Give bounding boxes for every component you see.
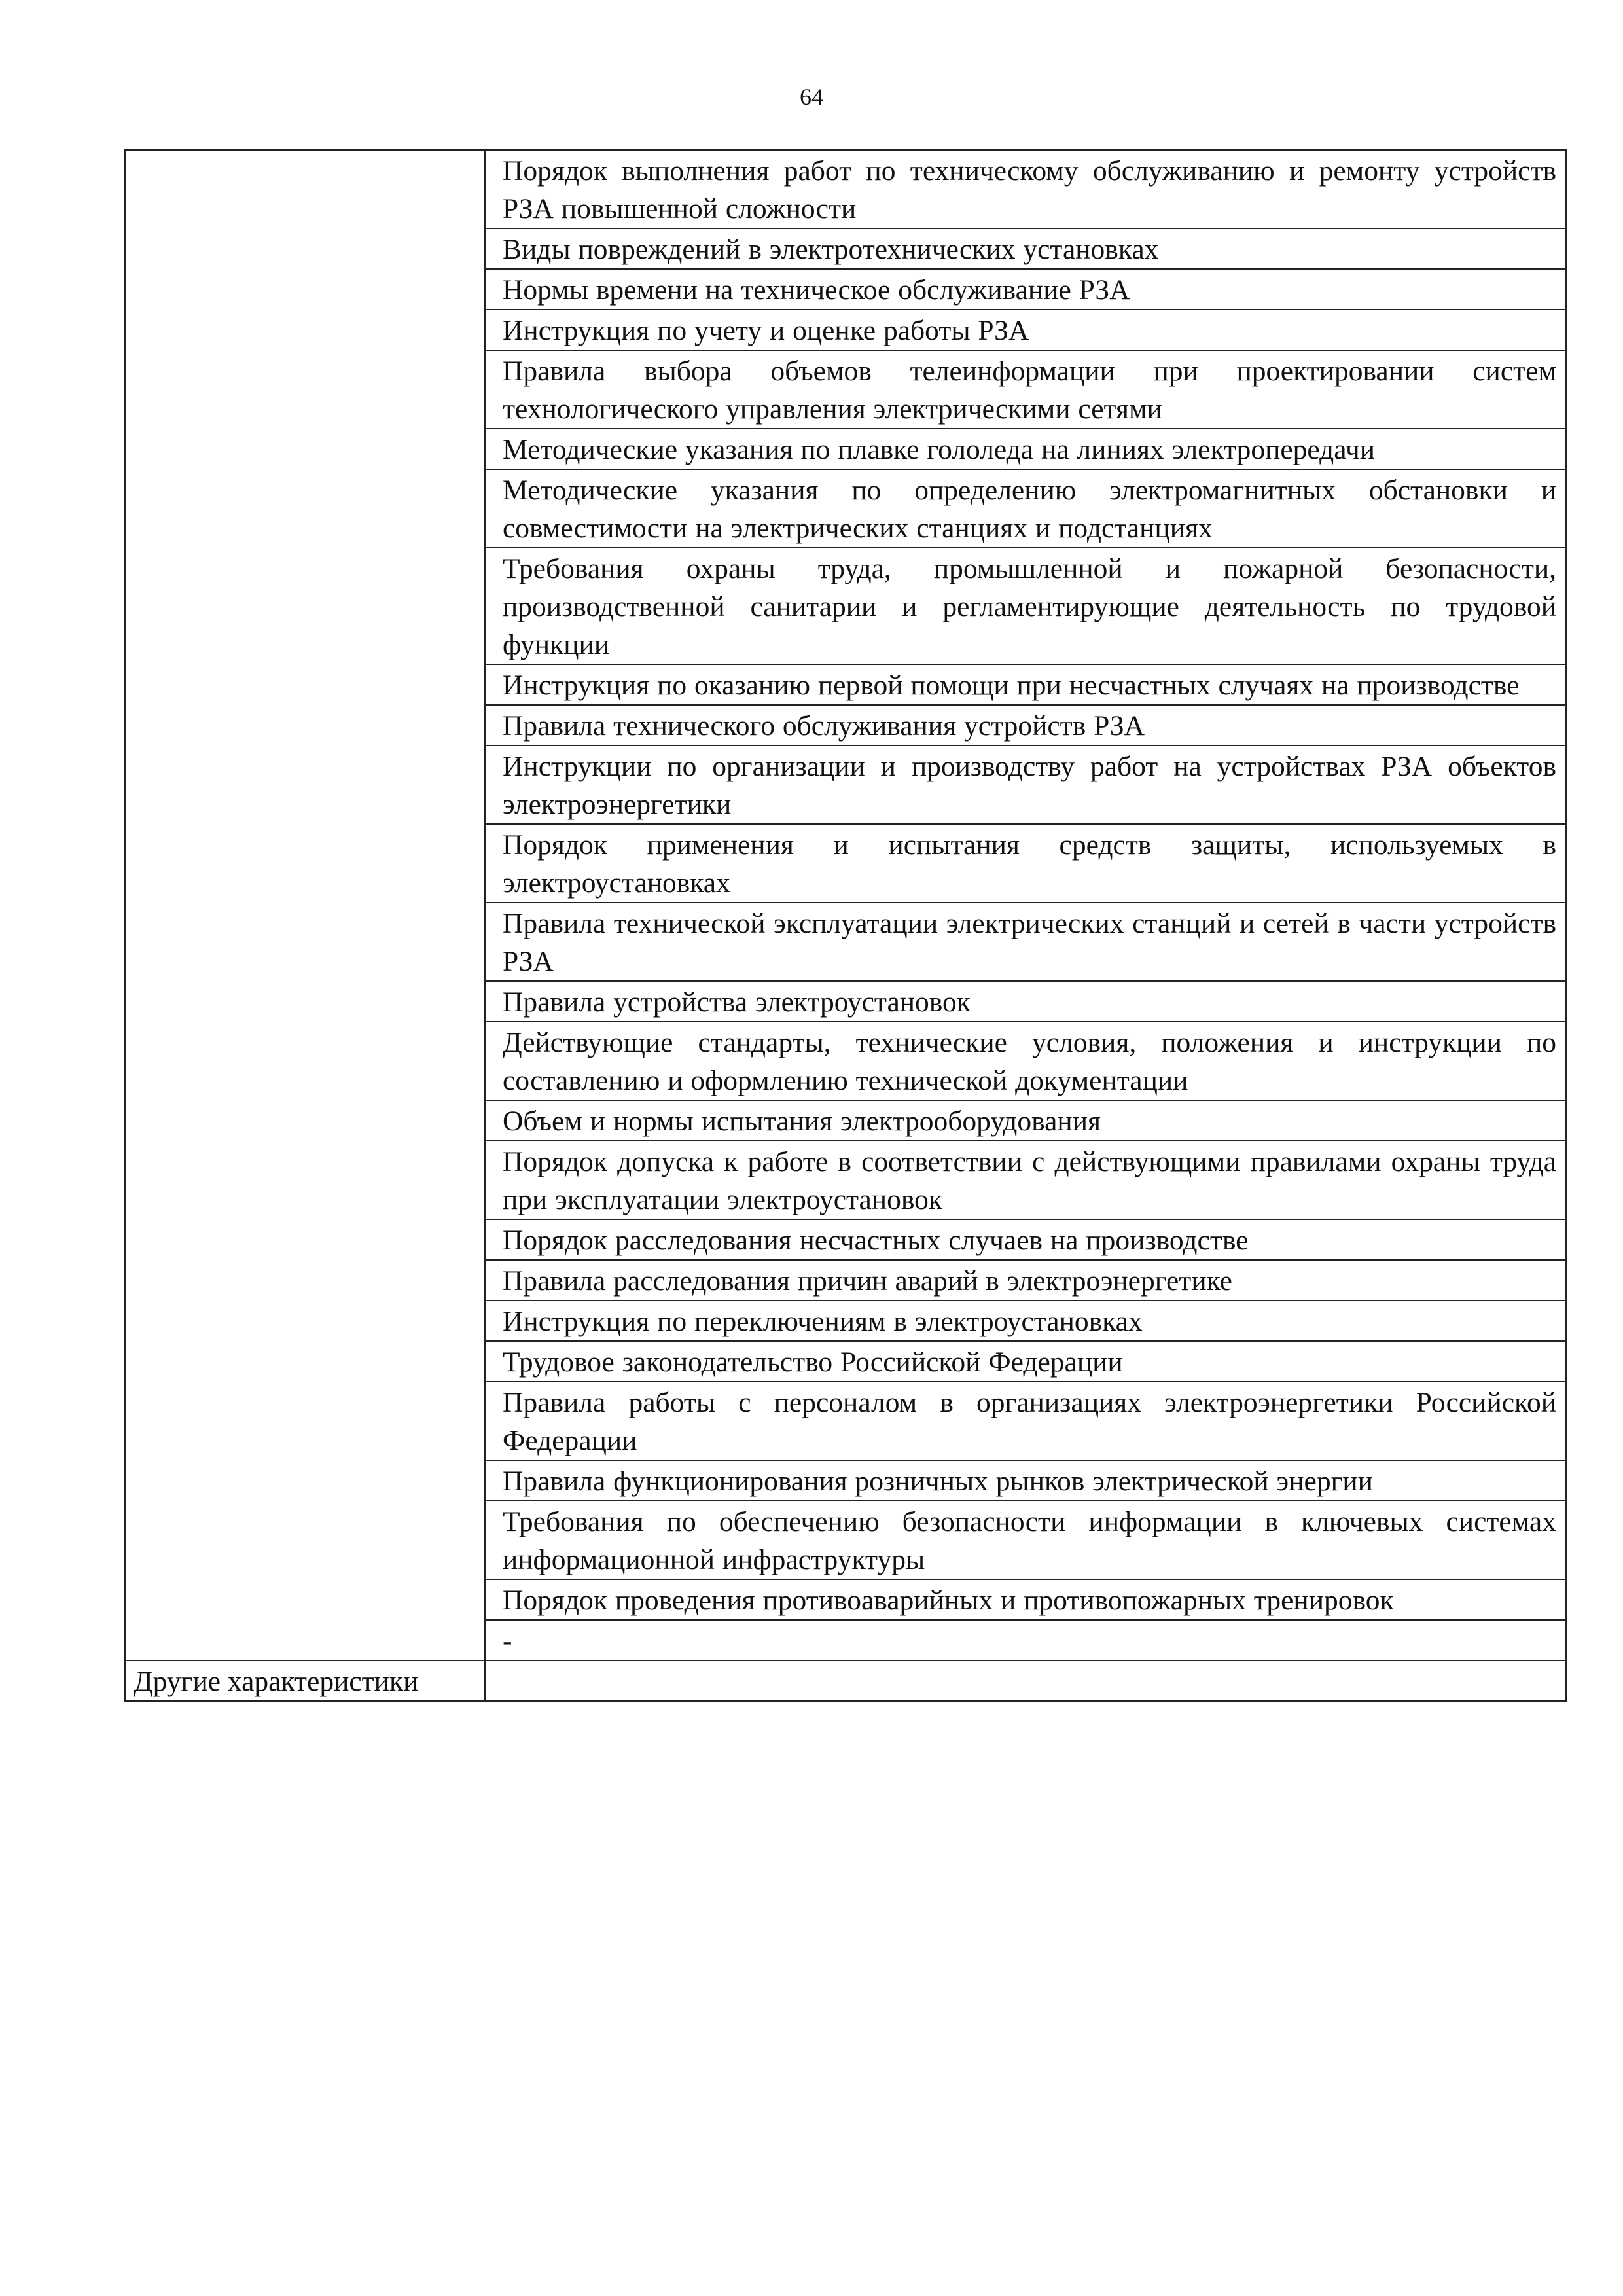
knowledge-item-cell [485, 1022, 1566, 1100]
knowledge-item: Требования охраны труда, промышленной и пожарной безопасности, производственной санитарии и регламентирующие деятельность по трудовой функции [503, 553, 1556, 660]
other-characteristics-value [486, 1661, 1565, 1662]
knowledge-item-cell [485, 150, 1566, 228]
table-row [125, 150, 1566, 228]
knowledge-item: Трудовое законодательство Российской Федерации [503, 1346, 1123, 1378]
knowledge-item-cell [485, 1579, 1566, 1620]
knowledge-item: Виды повреждений в электротехнических установках [503, 234, 1159, 265]
knowledge-item: Действующие стандарты, технические условия, положения и инструкции по составлению и оформлению технической документации [503, 1027, 1556, 1096]
knowledge-item-cell [485, 1300, 1566, 1341]
knowledge-item-cell [485, 1341, 1566, 1382]
knowledge-item: Порядок применения и испытания средств защиты, используемых в электроустановках [503, 829, 1556, 899]
knowledge-item-cell [485, 705, 1566, 745]
knowledge-item: Инструкция по учету и оценке работы РЗА [503, 315, 1029, 346]
other-characteristics-value-cell [485, 1660, 1566, 1701]
knowledge-item-cell [485, 1260, 1566, 1300]
dash-cell [485, 1620, 1566, 1660]
knowledge-item: Правила функционирования розничных рынков электрической энергии [503, 1465, 1373, 1497]
knowledge-item-cell [485, 350, 1566, 429]
knowledge-item: Методические указания по определению электромагнитных обстановки и совместимости на электрических станциях и подстанциях [503, 475, 1556, 544]
knowledge-item-cell [485, 1100, 1566, 1141]
knowledge-item: Правила выбора объемов телеинформации при проектировании систем технологического управления электрическими сетями [503, 355, 1556, 425]
knowledge-item-cell [485, 664, 1566, 705]
knowledge-item: Порядок проведения противоаварийных и противопожарных тренировок [503, 1585, 1394, 1616]
knowledge-item-cell [485, 310, 1566, 350]
knowledge-item-cell [485, 824, 1566, 903]
dash-text: - [503, 1625, 512, 1657]
knowledge-item-cell [485, 1460, 1566, 1501]
knowledge-item: Правила технического обслуживания устройств РЗА [503, 710, 1145, 742]
knowledge-item: Методические указания по плавке гололеда на линиях электропередачи [503, 434, 1376, 465]
knowledge-item: Порядок выполнения работ по техническому обслуживанию и ремонту устройств РЗА повышенной сложности [503, 155, 1556, 224]
knowledge-item-cell [485, 1141, 1566, 1219]
knowledge-item-cell [485, 981, 1566, 1022]
knowledge-item-cell [485, 228, 1566, 269]
other-characteristics-label-cell [125, 1660, 485, 1701]
knowledge-item-cell [485, 745, 1566, 824]
knowledge-item-cell [485, 1219, 1566, 1260]
knowledge-item: Объем и нормы испытания электрооборудования [503, 1105, 1101, 1137]
knowledge-item: Порядок допуска к работе в соответствии с действующими правилами охраны труда при эксплуатации электроустановок [503, 1146, 1556, 1215]
knowledge-item-cell [485, 469, 1566, 548]
knowledge-item: Правила технической эксплуатации электрических станций и сетей в части устройств РЗА [503, 908, 1556, 977]
knowledge-item: Правила устройства электроустановок [503, 986, 971, 1018]
knowledge-item: Инструкция по оказанию первой помощи при несчастных случаях на производстве [503, 670, 1520, 701]
other-characteristics-label: Другие характеристики [134, 1666, 419, 1697]
knowledge-item: Нормы времени на техническое обслуживание РЗА [503, 274, 1130, 306]
knowledge-item-cell [485, 429, 1566, 469]
knowledge-item-cell [485, 1382, 1566, 1460]
knowledge-item-cell [485, 903, 1566, 981]
knowledge-table [124, 149, 1567, 1702]
knowledge-item: Требования по обеспечению безопасности информации в ключевых системах информационной инфраструктуры [503, 1506, 1556, 1575]
knowledge-item: Правила работы с персоналом в организациях электроэнергетики Российской Федерации [503, 1387, 1556, 1456]
knowledge-label-cell [125, 150, 485, 1660]
knowledge-item: Инструкция по переключениям в электроустановках [503, 1306, 1143, 1337]
knowledge-item: Правила расследования причин аварий в электроэнергетике [503, 1265, 1232, 1297]
knowledge-item: Инструкции по организации и производству работ на устройствах РЗА объектов электроэнергетики [503, 751, 1556, 820]
knowledge-item-cell [485, 269, 1566, 310]
table-row [125, 1660, 1566, 1701]
page-number: 64 [800, 84, 823, 110]
knowledge-item: Порядок расследования несчастных случаев на производстве [503, 1225, 1249, 1256]
knowledge-item-cell [485, 1501, 1566, 1579]
knowledge-item-cell [485, 548, 1566, 664]
